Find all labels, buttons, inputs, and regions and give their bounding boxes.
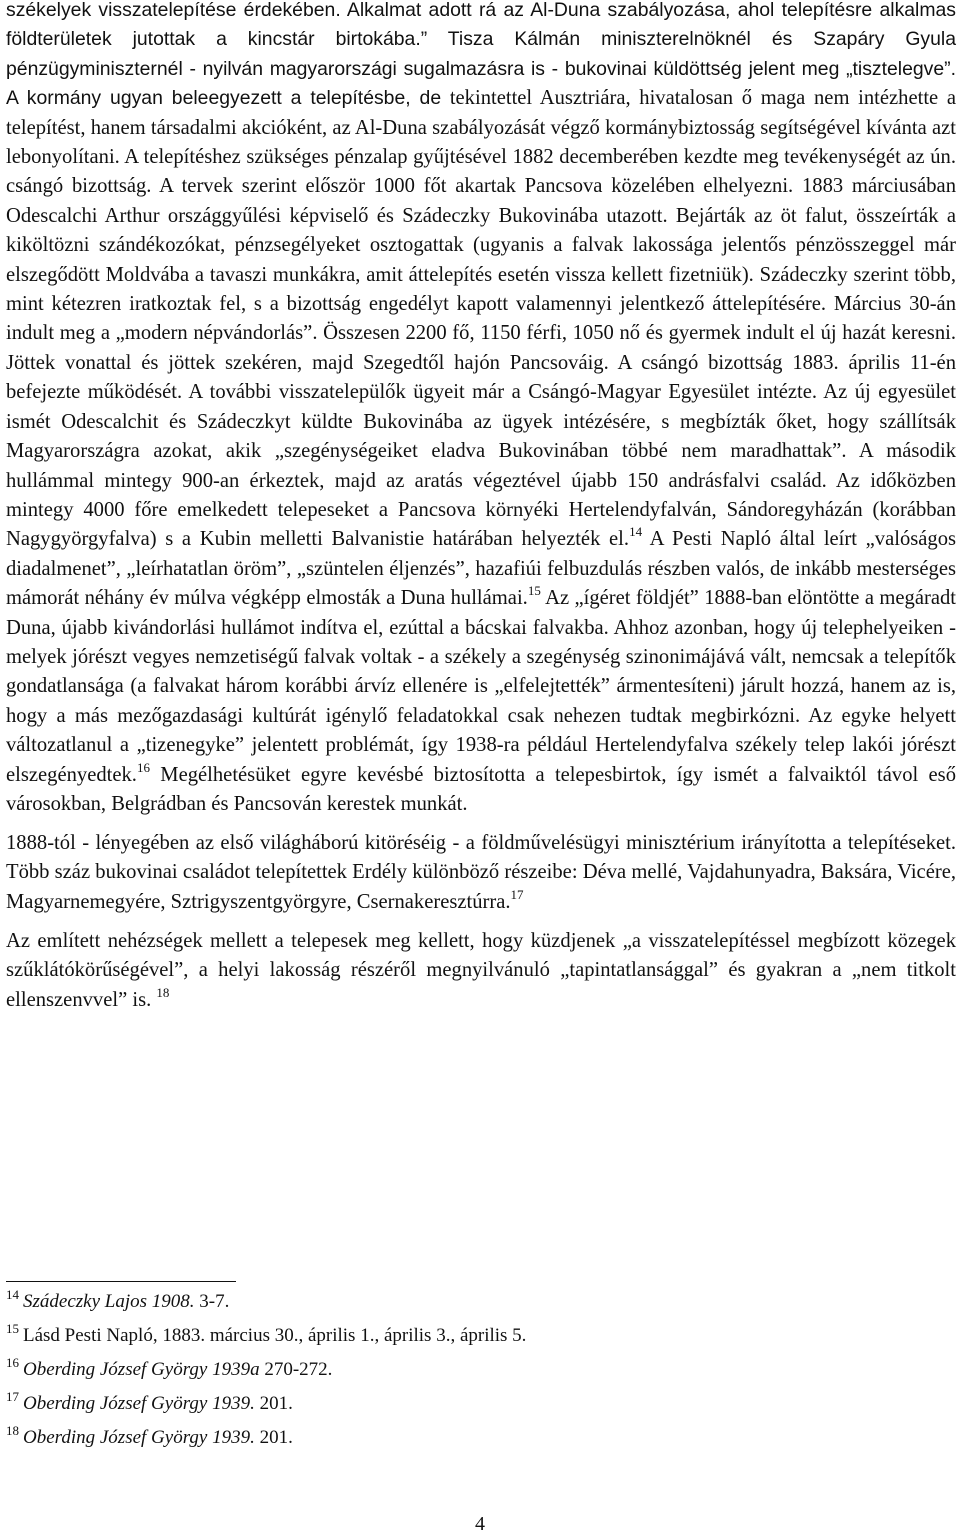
footnote-author: Oberding József György 1939a (23, 1359, 260, 1380)
footnote-number: 17 (6, 1389, 19, 1404)
paragraph-text: Az említett nehézségek mellett a telepesek meg kellett, hogy küzdjenek „a visszatelepítéssel megbízott közegek szűklátókörűségével”, a helyi lakosság részéről megnyilvánuló „tapintatlansággal” és gyakran a „nem titkolt ellenszenvvel” is. (6, 930, 956, 1011)
paragraph-text: ” Tisza Kálmán miniszterelnöknél és Szapáry Gyula pénzügyminiszternél - nyilván magyarországi sugalmazásra is - bukovinai küldöttség jelent meg „tisztelegve”. A kormány ugyan beleegyezett a telepítésbe, de (6, 28, 957, 110)
footnotes (6, 1287, 906, 1460)
footnote-text: Lásd Pesti Napló, 1883. március 30., április 1., április 3., április 5. (23, 1325, 527, 1346)
paragraph-text: tekintettel Ausztriára, hivatalosan ő maga nem intézhette a telepítést, hanem társadalmi akcióként, az Al-Duna szabályozását végző kormánybiztosság segítségével kívánta azt lebonyolítani. A telepítéshez szükséges pénzalap gyűjtésével 1882 decemberében kezdte meg tevékenységét az ún. csángó bizottság. A tervek szerint először 1000 főt akartak Pancsova közelében elhelyezni. 1883 márciusában Odescalchi Arthur országgyűlési képviselő és Szádeczky Bukovinába utazott. Bejárták az öt falut, összeírták a kiköltözni szándékozókat, pénzsegélyeket osztogattak (ugyanis a falvak lakossága jelentős pénzösszeggel már elszegődött Moldvába a tavaszi munkákra, amit áttelepítés esetén vissza kellett fizetniük). Szádeczky szerint több, mint kétezren iratkoztak fel, s a bizottság engedélyt kapott valamennyi jelentkező áttelepítésére. Március 30-án indult meg a „modern népvándorlás”. Összesen 2200 fő, 1150 férfi, 1050 nő és gyermek indult el új hazát keresni. Jöttek vonattal és jöttek szekéren, majd Szegedtől hajón Pancsováig. A csángó bizottság 1883. április 11-én befejezte működését. A további visszatelepülők ügyeit már a Csángó-Magyar Egyesület intézte. Az új egyesület ismét Odescalchit és Szádeczkyt küldte Bukovinába az ügyek intézésére, s megbízták őket, hogy szállítsák Magyarországra azokat, akik „szegénységeiket eladva Bukovinában többé nem maradhattak”. A második hullámmal mintegy 900-an érkeztek, majd az aratás végeztével újabb 150 andrásfalvi család. Az időközben mintegy 4000 főre emelkedett telepeseket a Pancsova környéki Hertelendyfalván, Sándoregyházán (korábban Nagygyörgyfalva) s a Kubin melletti Balvanistie határában helyezték el. (6, 87, 956, 551)
body-paragraph-3 (6, 927, 956, 1015)
paragraph-text: A Pesti Napló által leírt „valóságos diadalmenet”, „leírhatatlan öröm”, „szüntelen éljenzés”, hazafiúi felbuzdulás részben valós, de inkább mesterséges mámorát néhány év múlva végképp elmosták a Duna hullámai. (6, 528, 957, 610)
footnote-ref-18[interactable]: 18 (156, 984, 170, 1000)
footnote-author: Oberding József György 1939. (23, 1427, 255, 1448)
paragraph-text: Megélhetésüket egyre kevésbé biztosította a telepesbirtok, így ismét a falvaiktól távol eső városokban, Belgrádban és Pancsován kerestek munkát. (6, 763, 956, 815)
footnote-text: 270-272. (259, 1359, 333, 1380)
footnote-text: 201. (254, 1427, 293, 1448)
body-paragraph-1 (6, 0, 956, 819)
footnote-18 (6, 1423, 906, 1460)
footnote-16 (6, 1355, 906, 1392)
footnote-14 (6, 1287, 906, 1324)
footnote-divider (6, 1281, 236, 1282)
footnote-text: 3-7. (194, 1291, 230, 1312)
footnote-ref-17[interactable]: 17 (510, 886, 524, 902)
footnote-ref-14[interactable]: 14 (629, 524, 643, 540)
footnote-ref-15[interactable]: 15 (527, 583, 541, 599)
footnote-author: Oberding József György 1939. (23, 1393, 255, 1414)
page-number: 4 (475, 1513, 485, 1535)
footnote-number: 16 (6, 1355, 19, 1370)
footnote-number: 18 (6, 1423, 19, 1438)
footnote-author: Szádeczky Lajos 1908. (23, 1291, 195, 1312)
footnote-number: 15 (6, 1321, 19, 1336)
paragraph-text: 1888-tól - lényegében az első világháború kitöréséig - a földművelésügyi minisztérium irányította a telepítéseket. Több száz bukovinai családot telepítettek Erdély különböző részeibe: Déva mellé, Vajdahunyadra, Baksára, Vicére, Magyarnemegyére, Sztrigyszentgyörgyre, Csernakeresztúrra. (6, 832, 956, 913)
footnote-number: 14 (6, 1287, 19, 1302)
body-paragraph-2 (6, 829, 956, 917)
paragraph-text: Az „ígéret földjét” 1888-ban elöntötte a megáradt Duna, újabb kivándorlási hullámot indítva el, ezúttal a bácskai falvakba. Ahhoz azonban, hogy új telephelyeiken - melyek jórészt vegyes nemzetiségű falvak voltak - a székely a szegénység szinonimájává vált, nemcsak a telepítők gondatlansága (a falvakat három korábbi árvíz ellenére is „elfelejtették” ármentesíteni) járult hozzá, hanem az is, hogy a más mezőgazdasági kultúrát igénylő feladatokkal csak nehezen tudtak megbirkózni. Az egyke helyett változatlanul a „tizenegyke” jelentett problémát, így 1938-ra például Hertelendyfalva székely telep lakói jórészt elszegényedtek. (6, 587, 956, 786)
footnote-17 (6, 1389, 906, 1426)
footnote-15 (6, 1321, 906, 1358)
footnote-text: 201. (254, 1393, 293, 1414)
footnote-ref-16[interactable]: 16 (136, 759, 150, 775)
paragraph-text: székelyek visszatelepítése érdekében. Alkalmat adott rá az Al-Duna szabályozása, ahol telepítésre alkalmas földterületek jutottak a kincstár birtokába. (6, 0, 956, 51)
